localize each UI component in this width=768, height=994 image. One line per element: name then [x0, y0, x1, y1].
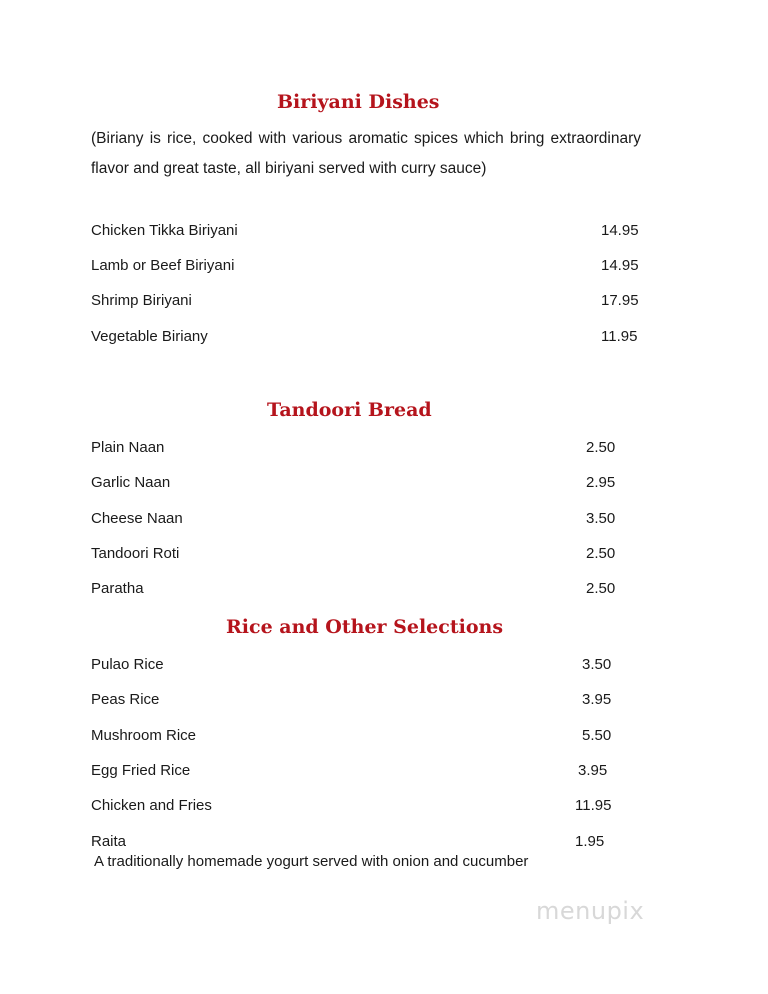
menu-item-name: Egg Fried Rice — [91, 762, 191, 779]
menu-item-name: Raita — [91, 833, 127, 850]
menu-item-name: Vegetable Biriany — [91, 328, 208, 345]
menu-item-price: 14.95 — [601, 222, 639, 239]
menu-item-name: Garlic Naan — [91, 474, 171, 491]
menu-item-price: 17.95 — [601, 292, 639, 309]
menu-item-price: 2.95 — [586, 474, 616, 491]
tandoori-bread-heading: Tandoori Bread — [267, 399, 432, 421]
menu-item-name: Shrimp Biriyani — [91, 292, 192, 309]
menu-item-price: 3.50 — [586, 510, 616, 527]
menu-item-name: Plain Naan — [91, 439, 165, 456]
menu-item-price: 3.95 — [582, 691, 612, 708]
menu-item-name: Chicken Tikka Biriyani — [91, 222, 238, 239]
menu-item-name: Cheese Naan — [91, 510, 183, 527]
menu-item-price: 3.95 — [578, 762, 608, 779]
menu-item-name: Lamb or Beef Biriyani — [91, 257, 235, 274]
menu-item-name: Mushroom Rice — [91, 727, 197, 744]
menu-item-price: 3.50 — [582, 656, 612, 673]
menu-item-name: Chicken and Fries — [91, 797, 212, 814]
menu-item-name: Tandoori Roti — [91, 545, 180, 562]
menu-item-price: 14.95 — [601, 257, 639, 274]
menu-item-price: 5.50 — [582, 727, 612, 744]
menu-item-name: Pulao Rice — [91, 656, 164, 673]
menupix-watermark: menupix — [536, 897, 645, 925]
biriyani-description: (Biriany is rice, cooked with various aromatic spices which bring extraordinary flavor and great taste, all biriyani served with curry sauce) — [91, 130, 641, 177]
raita-description: A traditionally homemade yogurt served with onion and cucumber — [94, 853, 529, 870]
menu-item-price: 11.95 — [601, 328, 638, 345]
menu-item-price: 2.50 — [586, 439, 616, 456]
menu-item-price: 2.50 — [586, 580, 616, 597]
menu-item-name: Paratha — [91, 580, 144, 597]
menu-item-price: 2.50 — [586, 545, 616, 562]
rice-selections-heading: Rice and Other Selections — [226, 616, 504, 638]
menu-item-price: 1.95 — [575, 833, 605, 850]
menu-item-name: Peas Rice — [91, 691, 160, 708]
biriyani-heading: Biriyani Dishes — [277, 91, 440, 113]
menu-item-price: 11.95 — [575, 797, 612, 814]
